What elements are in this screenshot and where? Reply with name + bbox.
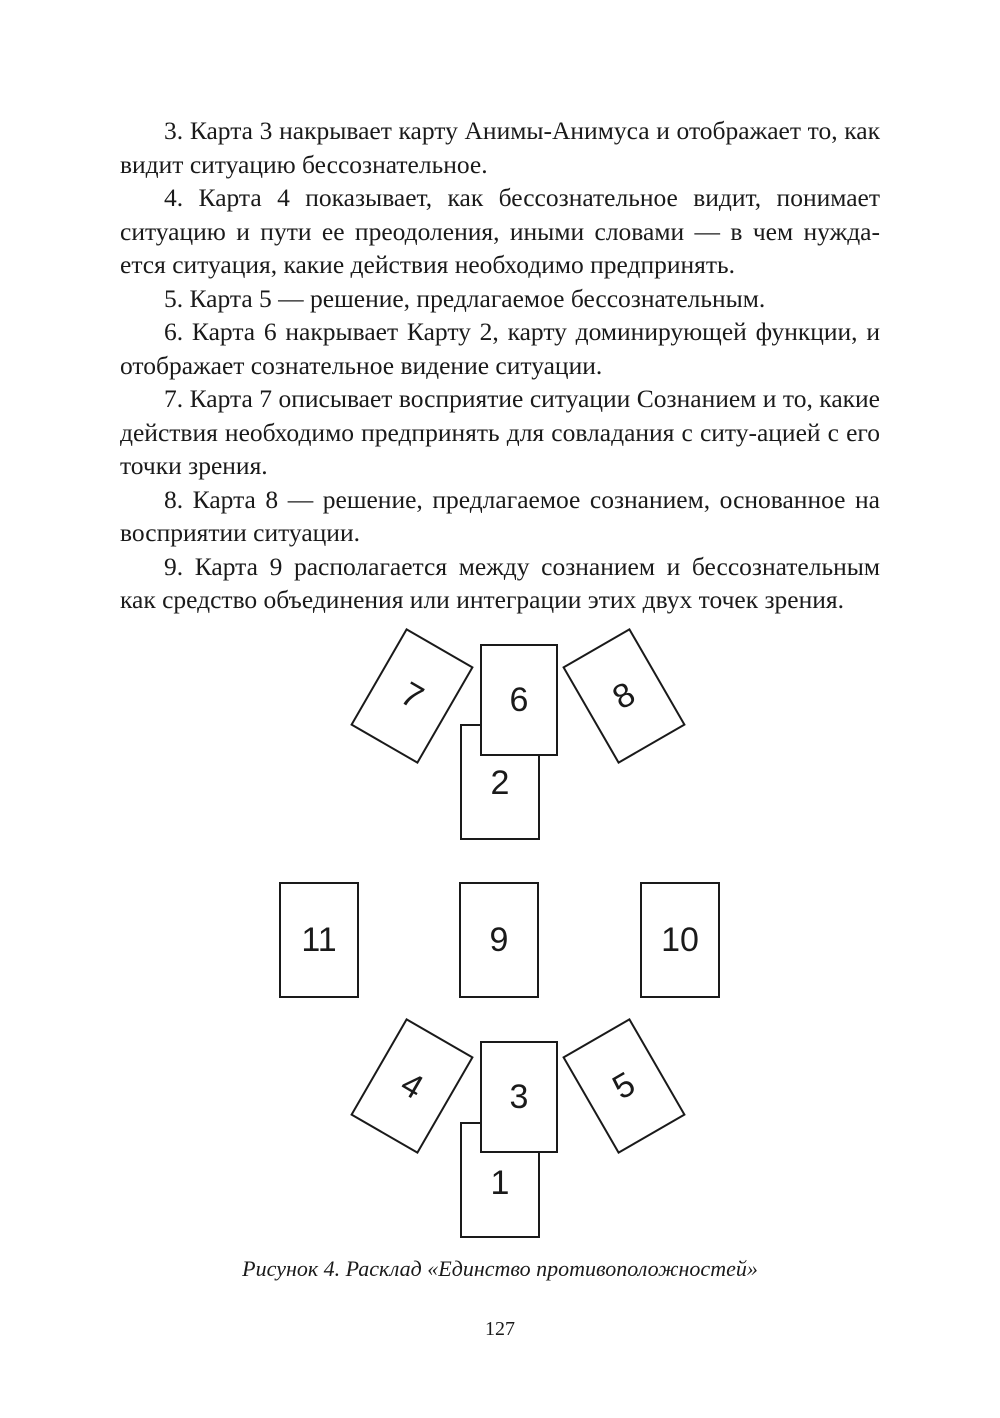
card-6: 6 [480,644,558,756]
card-2: 2 [460,724,540,840]
card-8: 8 [562,628,686,764]
paragraph-card-8: 8. Карта 8 — решение, предлагаемое сознанием, основанное на восприятии ситуации. [120,484,880,547]
paragraph-card-9: 9. Карта 9 располагается между сознанием и бессознательным как средство объединения или интеграции этих двух точек зрения. [120,551,880,614]
paragraph-card-5: 5. Карта 5 — решение, предлагаемое бессознательным. [164,283,766,313]
card-1: 1 [460,1122,540,1238]
card-spread-diagram [0,620,1000,1260]
paragraph-card-7: 7. Карта 7 описывает восприятие ситуации Сознанием и то, какие действия необходимо предпринять для совладания с ситу-ацией с его точки зрения. [120,384,880,480]
figure-caption: Рисунок 4. Расклад «Единство противоположностей» [242,1256,758,1281]
card-4: 4 [350,1018,474,1154]
card-5: 5 [562,1018,686,1154]
paragraph-card-6: 6. Карта 6 накрывает Карту 2, карту доминирующей функции, и отображает сознательное видение ситуации. [120,317,880,380]
paragraph-card-3: 3. Карта 3 накрывает карту Анимы-Анимуса и отображает то, как видит ситуацию бессознательное. [120,116,880,179]
card-10: 10 [640,882,720,998]
card-9: 9 [459,882,539,998]
page-number: 127 [485,1318,515,1340]
card-3: 3 [480,1041,558,1153]
card-7: 7 [350,628,474,764]
paragraph-card-4: 4. Карта 4 показывает, как бессознательное видит, понимает ситуацию и пути ее преодоления, иными словами — в чем нужда-ется ситуация, какие действия необходимо предпринять. [120,183,880,279]
card-11: 11 [279,882,359,998]
body-text [120,114,880,617]
